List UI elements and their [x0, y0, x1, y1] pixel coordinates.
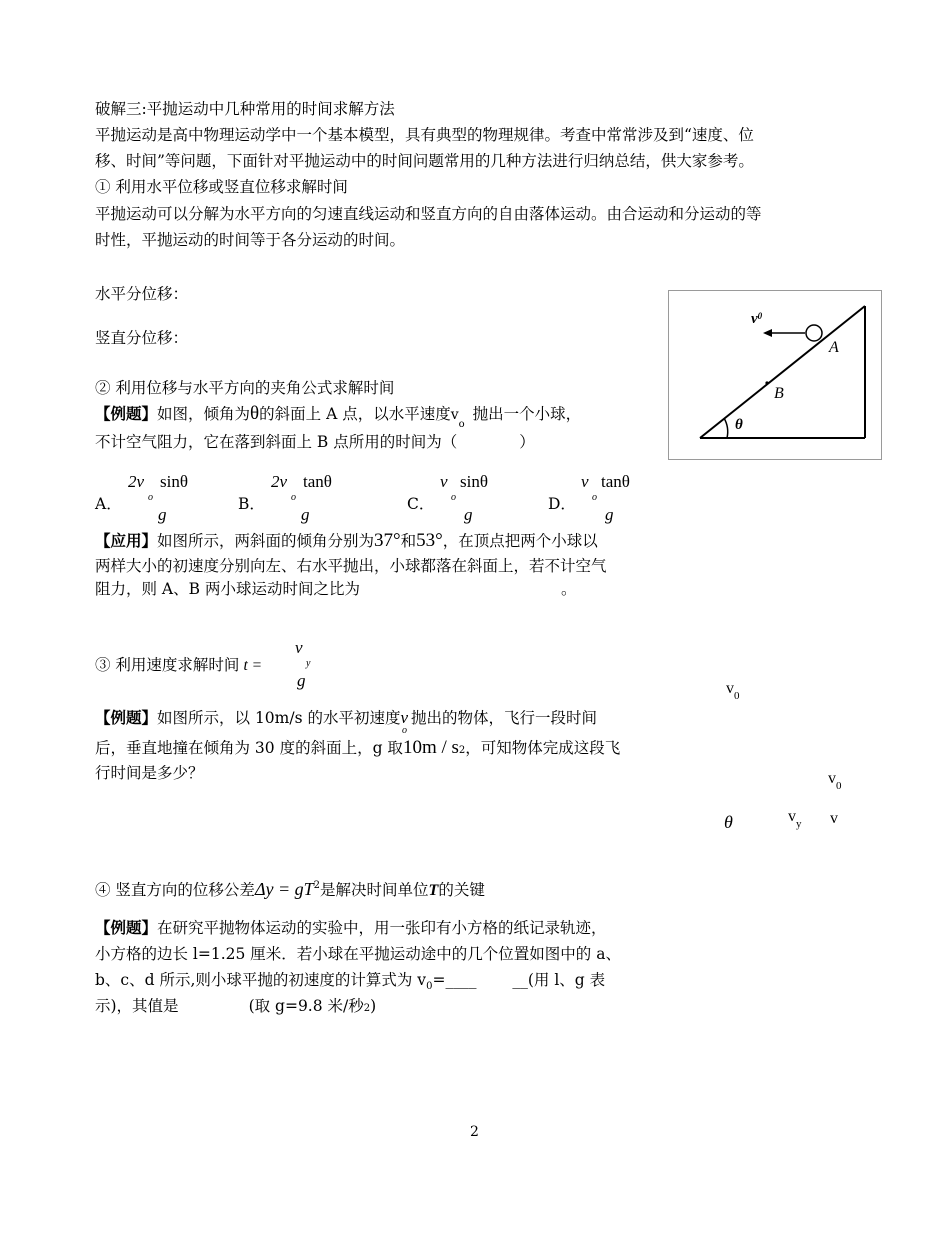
method3-example-line-2: 后，垂直地撞在倾角为 30 度的斜面上，g 取10m / s2，可知物体完成这段飞: [95, 737, 621, 758]
method3-heading: ③ 利用速度求解时间 t =: [95, 656, 263, 674]
method1-heading: ① 利用水平位移或竖直位移求解时间: [95, 178, 348, 196]
section-title: 破解三:平抛运动中几种常用的时间求解方法: [95, 100, 395, 118]
method1-body-line-1: 平抛运动可以分解为水平方向的匀速直线运动和竖直方向的自由落体运动。由合运动和分运动的等: [95, 205, 762, 223]
fig2-v: v: [830, 810, 838, 827]
page-number: 2: [470, 1124, 479, 1140]
method4-example-line-2: 小方格的边长 l=1.25 厘米．若小球在平抛运动途中的几个位置如图中的 a、: [95, 945, 621, 963]
fig1-label-b: B: [774, 385, 784, 402]
incline-figure: [668, 290, 882, 460]
intro-line-2: 移、时间”等问题，下面针对平抛运动中的时间问题常用的几种方法进行归纳总结，供大家参考。: [95, 152, 754, 170]
apply-line-3: 阻力，则 A、B 两小球运动时间之比为: [95, 580, 360, 598]
vertical-displacement-label: 竖直分位移：: [95, 329, 189, 347]
fig2-v0-top: $v_0$: [726, 680, 740, 702]
apply-line-1: 【应用】如图所示，两斜面的倾角分别为37°和53°，在顶点把两个小球以: [95, 530, 598, 551]
method2-heading: ② 利用位移与水平方向的夹角公式求解时间: [95, 379, 395, 397]
horizontal-displacement-label: 水平分位移：: [95, 285, 189, 303]
method2-example-line-2: 不计空气阻力，它在落到斜面上 B 点所用的时间为（ ）: [95, 433, 535, 451]
option-d-label: D．: [548, 495, 576, 513]
fig2-theta: θ: [724, 812, 733, 832]
apply-line-2: 两样大小的初速度分别向左、右水平抛出，小球都落在斜面上，若不计空气: [95, 557, 607, 575]
option-a-label: A．: [95, 495, 122, 513]
apply-end: 。: [561, 580, 577, 598]
option-c-label: C．: [407, 495, 435, 513]
fig2-vy: $v_y$: [788, 808, 802, 830]
method3-example-line-1: 【例题】如图所示，以 10m/s 的水平初速度$v_o$抛出的物体，飞行一段时间: [95, 708, 598, 736]
fig1-v0-label: $v^0$: [751, 311, 763, 327]
method3-example-line-3: 行时间是多少？: [95, 764, 204, 782]
incline-diagram: [669, 291, 881, 459]
method4-example-line-1: 【例题】在研究平抛物体运动的实验中，用一张印有小方格的纸记录轨迹，: [95, 918, 607, 937]
method4-example-line-3: b、c、d 所示,则小球平抛的初速度的计算式为 $v_0=\_\_\_\_$ __(用 l、g 表: [95, 971, 606, 992]
option-b-label: B．: [238, 495, 265, 513]
method2-example-line-1: 【例题】如图，倾角为θ的斜面上 A 点，以水平速度$v_o$抛出一个小球，: [95, 403, 582, 430]
method4-example-line-4: 示)，其值是 (取 g=9.8 米/秒2): [95, 997, 377, 1015]
method4-heading: ④ 竖直方向的位移公差$\Delta y = gT^2$是解决时间单位T的关键: [95, 879, 485, 899]
intro-line-1: 平抛运动是高中物理运动学中一个基本模型，具有典型的物理规律。考查中常常涉及到“速度、位: [95, 126, 754, 144]
fig1-label-theta: θ: [735, 417, 743, 433]
method1-body-line-2: 时性，平抛运动的时间等于各分运动的时间。: [95, 231, 406, 249]
fig2-v0-right: $v_0$: [828, 770, 842, 792]
fig1-label-a: A: [829, 339, 839, 356]
